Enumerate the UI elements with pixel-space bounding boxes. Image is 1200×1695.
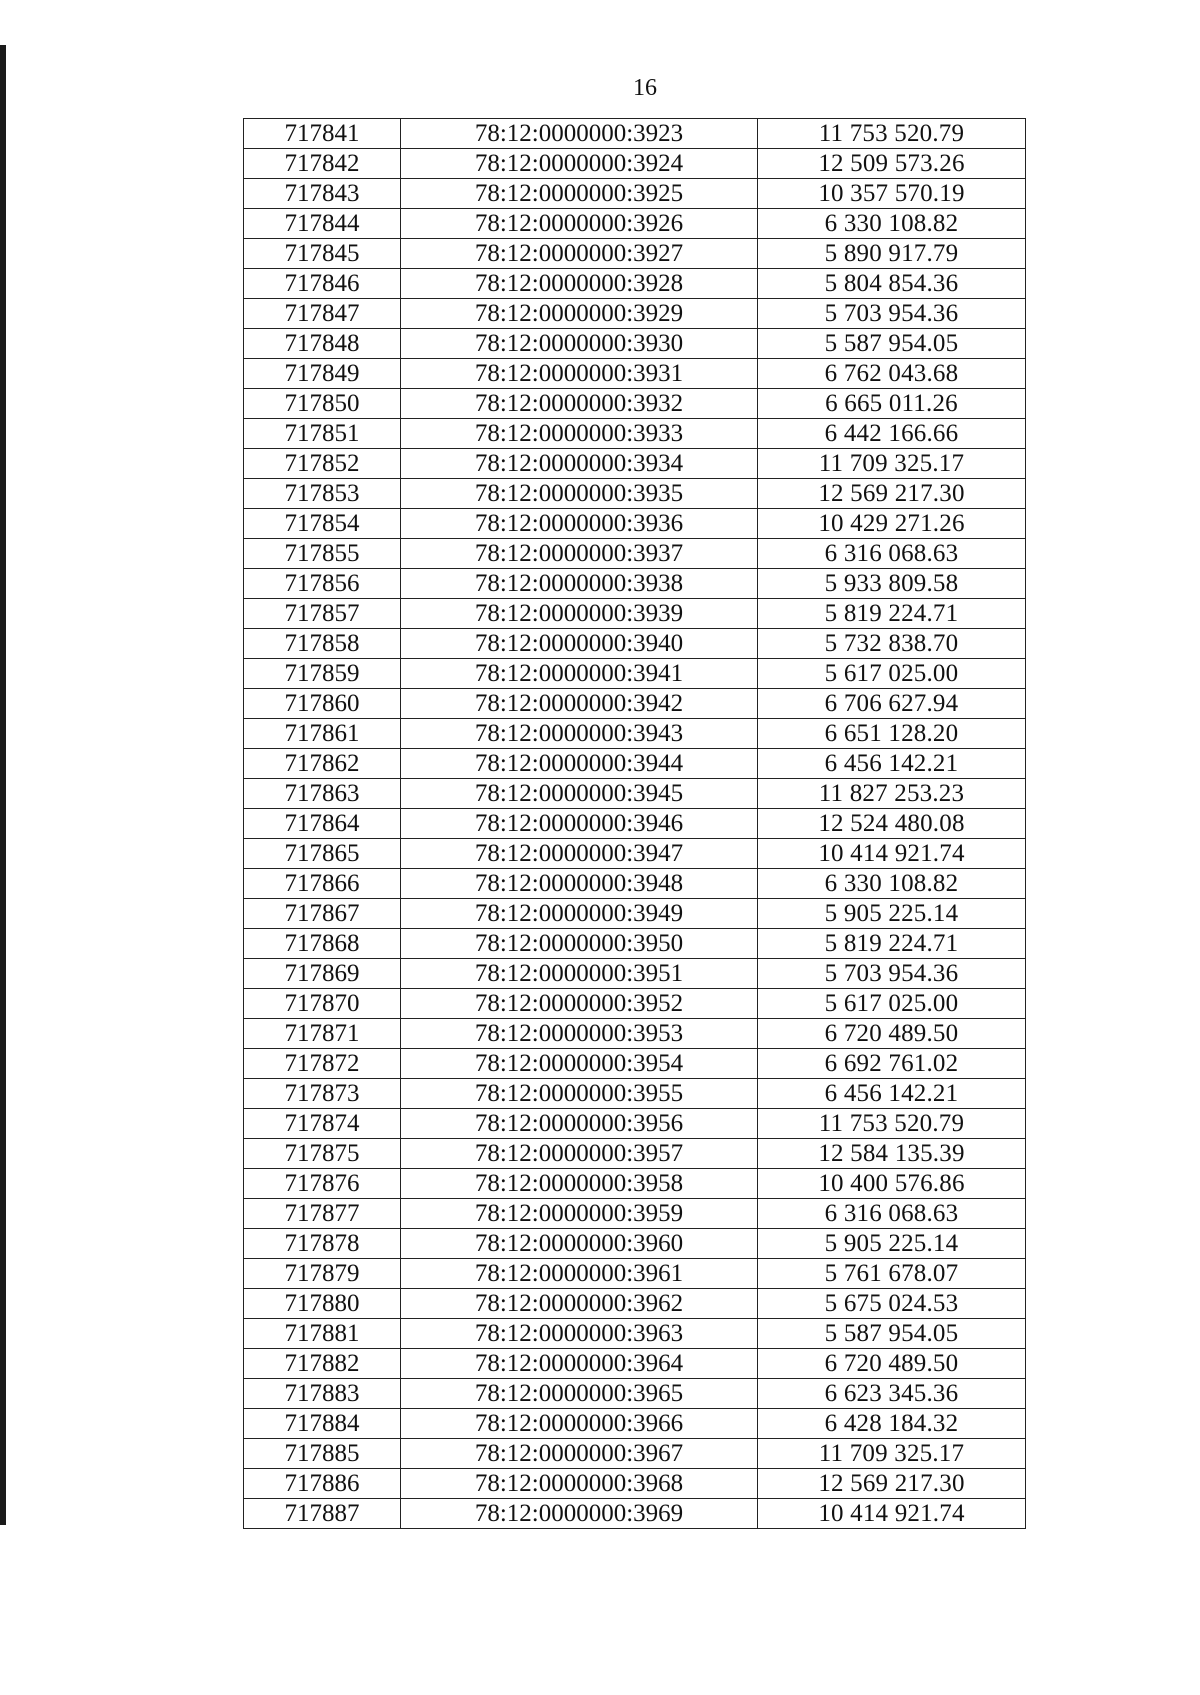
- table-row: [244, 1349, 1026, 1379]
- cadastral-value-cell: 10 400 576.86: [758, 1169, 1026, 1199]
- table-row: [244, 419, 1026, 449]
- row-number-cell: 717876: [244, 1169, 401, 1199]
- row-number-cell: 717870: [244, 989, 401, 1019]
- cadastral-number-cell: 78:12:0000000:3967: [401, 1439, 758, 1469]
- row-number-cell: 717856: [244, 569, 401, 599]
- table-row: [244, 1319, 1026, 1349]
- cadastral-value-cell: 5 732 838.70: [758, 629, 1026, 659]
- row-number-cell: 717884: [244, 1409, 401, 1439]
- cadastral-value-cell: 11 827 253.23: [758, 779, 1026, 809]
- cadastral-number-cell: 78:12:0000000:3960: [401, 1229, 758, 1259]
- table-row: [244, 179, 1026, 209]
- cadastral-number-cell: 78:12:0000000:3931: [401, 359, 758, 389]
- cadastral-value-cell: 6 428 184.32: [758, 1409, 1026, 1439]
- table-row: [244, 929, 1026, 959]
- cadastral-value-cell: 6 706 627.94: [758, 689, 1026, 719]
- cadastral-value-cell: 11 709 325.17: [758, 1439, 1026, 1469]
- cadastral-number-cell: 78:12:0000000:3949: [401, 899, 758, 929]
- row-number-cell: 717843: [244, 179, 401, 209]
- table-row: [244, 629, 1026, 659]
- cadastral-value-cell: 5 617 025.00: [758, 989, 1026, 1019]
- cadastral-value-cell: 5 617 025.00: [758, 659, 1026, 689]
- cadastral-number-cell: 78:12:0000000:3959: [401, 1199, 758, 1229]
- row-number-cell: 717852: [244, 449, 401, 479]
- row-number-cell: 717858: [244, 629, 401, 659]
- row-number-cell: 717886: [244, 1469, 401, 1499]
- cadastral-value-cell: 5 587 954.05: [758, 329, 1026, 359]
- row-number-cell: 717866: [244, 869, 401, 899]
- table-row: [244, 569, 1026, 599]
- cadastral-number-cell: 78:12:0000000:3924: [401, 149, 758, 179]
- table-row: [244, 989, 1026, 1019]
- table-row: [244, 899, 1026, 929]
- cadastral-value-cell: 5 905 225.14: [758, 1229, 1026, 1259]
- row-number-cell: 717885: [244, 1439, 401, 1469]
- table-row: [244, 1019, 1026, 1049]
- table-row: [244, 209, 1026, 239]
- cadastral-value-table: [243, 118, 1026, 1529]
- table-row: [244, 149, 1026, 179]
- cadastral-value-cell: 5 933 809.58: [758, 569, 1026, 599]
- row-number-cell: 717845: [244, 239, 401, 269]
- row-number-cell: 717867: [244, 899, 401, 929]
- row-number-cell: 717879: [244, 1259, 401, 1289]
- table-row: [244, 959, 1026, 989]
- table-row: [244, 1379, 1026, 1409]
- table-row: [244, 1139, 1026, 1169]
- cadastral-value-cell: 5 819 224.71: [758, 599, 1026, 629]
- table-row: [244, 719, 1026, 749]
- cadastral-number-cell: 78:12:0000000:3939: [401, 599, 758, 629]
- row-number-cell: 717880: [244, 1289, 401, 1319]
- table-row: [244, 1109, 1026, 1139]
- row-number-cell: 717875: [244, 1139, 401, 1169]
- cadastral-value-cell: 10 414 921.74: [758, 1499, 1026, 1529]
- cadastral-number-cell: 78:12:0000000:3966: [401, 1409, 758, 1439]
- table-row: [244, 869, 1026, 899]
- cadastral-number-cell: 78:12:0000000:3956: [401, 1109, 758, 1139]
- cadastral-value-cell: 11 753 520.79: [758, 1109, 1026, 1139]
- cadastral-value-cell: 6 330 108.82: [758, 869, 1026, 899]
- row-number-cell: 717865: [244, 839, 401, 869]
- cadastral-number-cell: 78:12:0000000:3950: [401, 929, 758, 959]
- scan-edge: [0, 45, 6, 1525]
- cadastral-value-cell: 6 665 011.26: [758, 389, 1026, 419]
- row-number-cell: 717872: [244, 1049, 401, 1079]
- cadastral-number-cell: 78:12:0000000:3929: [401, 299, 758, 329]
- table-row: [244, 779, 1026, 809]
- table-row: [244, 449, 1026, 479]
- cadastral-number-cell: 78:12:0000000:3969: [401, 1499, 758, 1529]
- cadastral-number-cell: 78:12:0000000:3953: [401, 1019, 758, 1049]
- cadastral-number-cell: 78:12:0000000:3964: [401, 1349, 758, 1379]
- row-number-cell: 717847: [244, 299, 401, 329]
- table-row: [244, 1499, 1026, 1529]
- table-row: [244, 239, 1026, 269]
- cadastral-number-cell: 78:12:0000000:3952: [401, 989, 758, 1019]
- cadastral-value-cell: 5 890 917.79: [758, 239, 1026, 269]
- row-number-cell: 717878: [244, 1229, 401, 1259]
- row-number-cell: 717848: [244, 329, 401, 359]
- row-number-cell: 717868: [244, 929, 401, 959]
- cadastral-value-cell: 12 584 135.39: [758, 1139, 1026, 1169]
- cadastral-number-cell: 78:12:0000000:3938: [401, 569, 758, 599]
- cadastral-value-cell: 5 703 954.36: [758, 299, 1026, 329]
- table-row: [244, 809, 1026, 839]
- cadastral-number-cell: 78:12:0000000:3946: [401, 809, 758, 839]
- table-row: [244, 1259, 1026, 1289]
- cadastral-number-cell: 78:12:0000000:3962: [401, 1289, 758, 1319]
- table-row: [244, 1439, 1026, 1469]
- row-number-cell: 717853: [244, 479, 401, 509]
- cadastral-number-cell: 78:12:0000000:3947: [401, 839, 758, 869]
- cadastral-number-cell: 78:12:0000000:3940: [401, 629, 758, 659]
- cadastral-number-cell: 78:12:0000000:3941: [401, 659, 758, 689]
- row-number-cell: 717881: [244, 1319, 401, 1349]
- table-row: [244, 1409, 1026, 1439]
- cadastral-value-cell: 6 316 068.63: [758, 1199, 1026, 1229]
- row-number-cell: 717849: [244, 359, 401, 389]
- table-row: [244, 1079, 1026, 1109]
- cadastral-number-cell: 78:12:0000000:3955: [401, 1079, 758, 1109]
- cadastral-number-cell: 78:12:0000000:3927: [401, 239, 758, 269]
- cadastral-number-cell: 78:12:0000000:3943: [401, 719, 758, 749]
- cadastral-value-cell: 10 357 570.19: [758, 179, 1026, 209]
- cadastral-value-cell: 5 804 854.36: [758, 269, 1026, 299]
- row-number-cell: 717869: [244, 959, 401, 989]
- row-number-cell: 717855: [244, 539, 401, 569]
- cadastral-number-cell: 78:12:0000000:3965: [401, 1379, 758, 1409]
- page-number: 16: [633, 75, 657, 101]
- table-row: [244, 119, 1026, 149]
- table-row: [244, 1169, 1026, 1199]
- table-row: [244, 539, 1026, 569]
- row-number-cell: 717887: [244, 1499, 401, 1529]
- table-row: [244, 299, 1026, 329]
- cadastral-number-cell: 78:12:0000000:3937: [401, 539, 758, 569]
- cadastral-value-cell: 6 316 068.63: [758, 539, 1026, 569]
- cadastral-number-cell: 78:12:0000000:3930: [401, 329, 758, 359]
- cadastral-value-cell: 6 456 142.21: [758, 749, 1026, 779]
- table-row: [244, 389, 1026, 419]
- row-number-cell: 717850: [244, 389, 401, 419]
- cadastral-number-cell: 78:12:0000000:3944: [401, 749, 758, 779]
- table-row: [244, 1289, 1026, 1319]
- cadastral-number-cell: 78:12:0000000:3923: [401, 119, 758, 149]
- cadastral-value-cell: 6 720 489.50: [758, 1019, 1026, 1049]
- row-number-cell: 717873: [244, 1079, 401, 1109]
- row-number-cell: 717861: [244, 719, 401, 749]
- cadastral-value-cell: 5 587 954.05: [758, 1319, 1026, 1349]
- table-row: [244, 1199, 1026, 1229]
- cadastral-value-cell: 11 753 520.79: [758, 119, 1026, 149]
- row-number-cell: 717842: [244, 149, 401, 179]
- cadastral-value-cell: 5 761 678.07: [758, 1259, 1026, 1289]
- row-number-cell: 717859: [244, 659, 401, 689]
- table-row: [244, 749, 1026, 779]
- cadastral-value-cell: 6 692 761.02: [758, 1049, 1026, 1079]
- cadastral-value-cell: 6 762 043.68: [758, 359, 1026, 389]
- row-number-cell: 717841: [244, 119, 401, 149]
- cadastral-value-cell: 5 819 224.71: [758, 929, 1026, 959]
- cadastral-value-cell: 6 456 142.21: [758, 1079, 1026, 1109]
- cadastral-value-cell: 5 703 954.36: [758, 959, 1026, 989]
- cadastral-number-cell: 78:12:0000000:3958: [401, 1169, 758, 1199]
- cadastral-value-cell: 5 675 024.53: [758, 1289, 1026, 1319]
- cadastral-number-cell: 78:12:0000000:3934: [401, 449, 758, 479]
- cadastral-value-cell: 6 442 166.66: [758, 419, 1026, 449]
- cadastral-number-cell: 78:12:0000000:3925: [401, 179, 758, 209]
- table-row: [244, 689, 1026, 719]
- table-row: [244, 1049, 1026, 1079]
- row-number-cell: 717860: [244, 689, 401, 719]
- row-number-cell: 717844: [244, 209, 401, 239]
- table-row: [244, 599, 1026, 629]
- cadastral-number-cell: 78:12:0000000:3935: [401, 479, 758, 509]
- row-number-cell: 717857: [244, 599, 401, 629]
- cadastral-number-cell: 78:12:0000000:3954: [401, 1049, 758, 1079]
- row-number-cell: 717877: [244, 1199, 401, 1229]
- table-row: [244, 329, 1026, 359]
- cadastral-number-cell: 78:12:0000000:3936: [401, 509, 758, 539]
- cadastral-number-cell: 78:12:0000000:3928: [401, 269, 758, 299]
- cadastral-number-cell: 78:12:0000000:3948: [401, 869, 758, 899]
- row-number-cell: 717862: [244, 749, 401, 779]
- cadastral-number-cell: 78:12:0000000:3961: [401, 1259, 758, 1289]
- cadastral-value-cell: 12 569 217.30: [758, 479, 1026, 509]
- cadastral-value-cell: 12 569 217.30: [758, 1469, 1026, 1499]
- cadastral-value-cell: 12 524 480.08: [758, 809, 1026, 839]
- table-row: [244, 509, 1026, 539]
- table-row: [244, 659, 1026, 689]
- cadastral-number-cell: 78:12:0000000:3968: [401, 1469, 758, 1499]
- table-row: [244, 839, 1026, 869]
- cadastral-value-cell: 6 330 108.82: [758, 209, 1026, 239]
- row-number-cell: 717846: [244, 269, 401, 299]
- cadastral-number-cell: 78:12:0000000:3933: [401, 419, 758, 449]
- cadastral-number-cell: 78:12:0000000:3945: [401, 779, 758, 809]
- table-row: [244, 479, 1026, 509]
- cadastral-number-cell: 78:12:0000000:3926: [401, 209, 758, 239]
- cadastral-value-cell: 6 623 345.36: [758, 1379, 1026, 1409]
- row-number-cell: 717854: [244, 509, 401, 539]
- cadastral-number-cell: 78:12:0000000:3963: [401, 1319, 758, 1349]
- row-number-cell: 717883: [244, 1379, 401, 1409]
- table-row: [244, 269, 1026, 299]
- row-number-cell: 717851: [244, 419, 401, 449]
- cadastral-value-cell: 6 651 128.20: [758, 719, 1026, 749]
- cadastral-number-cell: 78:12:0000000:3942: [401, 689, 758, 719]
- row-number-cell: 717864: [244, 809, 401, 839]
- cadastral-value-cell: 6 720 489.50: [758, 1349, 1026, 1379]
- table-row: [244, 1229, 1026, 1259]
- table-body: [244, 119, 1026, 1529]
- row-number-cell: 717871: [244, 1019, 401, 1049]
- cadastral-value-cell: 10 414 921.74: [758, 839, 1026, 869]
- cadastral-value-cell: 12 509 573.26: [758, 149, 1026, 179]
- cadastral-number-cell: 78:12:0000000:3957: [401, 1139, 758, 1169]
- row-number-cell: 717882: [244, 1349, 401, 1379]
- row-number-cell: 717863: [244, 779, 401, 809]
- row-number-cell: 717874: [244, 1109, 401, 1139]
- cadastral-value-cell: 10 429 271.26: [758, 509, 1026, 539]
- cadastral-value-cell: 11 709 325.17: [758, 449, 1026, 479]
- cadastral-number-cell: 78:12:0000000:3951: [401, 959, 758, 989]
- table-row: [244, 359, 1026, 389]
- cadastral-number-cell: 78:12:0000000:3932: [401, 389, 758, 419]
- table-row: [244, 1469, 1026, 1499]
- cadastral-value-cell: 5 905 225.14: [758, 899, 1026, 929]
